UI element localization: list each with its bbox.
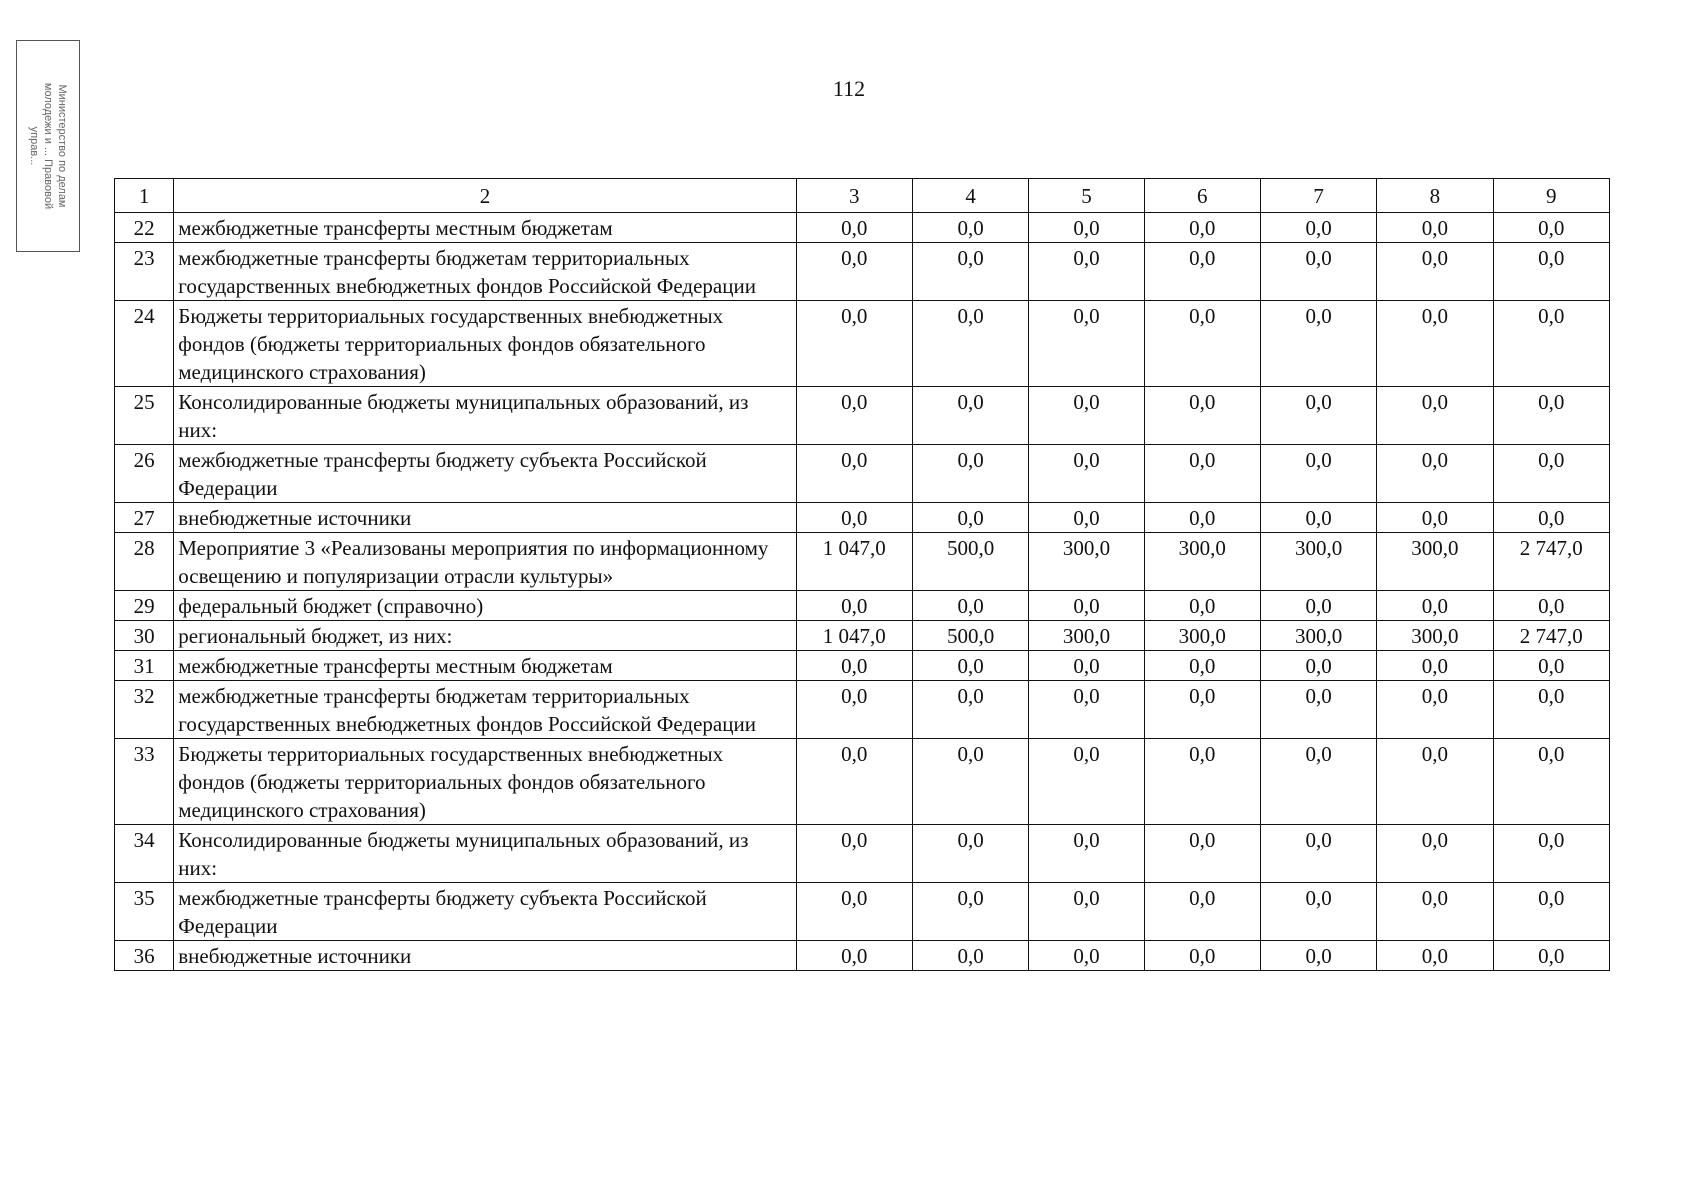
table-header-row: [115, 179, 1610, 213]
value-cell: 0,0: [796, 651, 912, 681]
column-header: 6: [1144, 179, 1260, 213]
value-cell: 0,0: [912, 591, 1028, 621]
value-cell: 0,0: [1377, 387, 1493, 445]
value-cell: 0,0: [1260, 651, 1376, 681]
value-cell: 300,0: [1144, 533, 1260, 591]
value-cell: 0,0: [1260, 387, 1376, 445]
value-cell: 0,0: [1377, 941, 1493, 971]
value-cell: 0,0: [1377, 503, 1493, 533]
value-cell: 0,0: [912, 825, 1028, 883]
value-cell: 0,0: [912, 883, 1028, 941]
table-row: [115, 533, 1610, 591]
column-header: 1: [115, 179, 174, 213]
value-cell: 0,0: [1377, 301, 1493, 387]
value-cell: 1 047,0: [796, 621, 912, 651]
stamp-line: управ...: [28, 126, 40, 166]
value-cell: 0,0: [1260, 243, 1376, 301]
value-cell: 0,0: [1260, 301, 1376, 387]
row-description: Бюджеты территориальных государственных внебюджетных фондов (бюджеты территориальных фондов обязательного медицинского страхования): [174, 301, 796, 387]
value-cell: 0,0: [1377, 651, 1493, 681]
row-number: 23: [115, 243, 174, 301]
value-cell: 0,0: [1144, 739, 1260, 825]
budget-table: [114, 178, 1610, 971]
value-cell: 0,0: [1029, 213, 1144, 243]
row-number: 27: [115, 503, 174, 533]
value-cell: 0,0: [1377, 825, 1493, 883]
value-cell: 0,0: [912, 445, 1028, 503]
row-description: Консолидированные бюджеты муниципальных образований, из них:: [174, 387, 796, 445]
value-cell: 0,0: [1493, 883, 1609, 941]
value-cell: 0,0: [912, 681, 1028, 739]
value-cell: 0,0: [1260, 681, 1376, 739]
value-cell: 0,0: [1377, 243, 1493, 301]
value-cell: 0,0: [1493, 681, 1609, 739]
value-cell: 0,0: [1029, 739, 1144, 825]
value-cell: 300,0: [1029, 621, 1144, 651]
row-description: Консолидированные бюджеты муниципальных образований, из них:: [174, 825, 796, 883]
value-cell: 0,0: [796, 503, 912, 533]
value-cell: 0,0: [796, 243, 912, 301]
row-number: 32: [115, 681, 174, 739]
value-cell: 0,0: [1144, 213, 1260, 243]
table-row: [115, 651, 1610, 681]
column-header: 4: [912, 179, 1028, 213]
value-cell: 0,0: [1029, 825, 1144, 883]
value-cell: 0,0: [912, 651, 1028, 681]
table-row: [115, 213, 1610, 243]
value-cell: 0,0: [796, 213, 912, 243]
value-cell: 0,0: [1144, 651, 1260, 681]
column-header: 2: [174, 179, 796, 213]
value-cell: 0,0: [912, 387, 1028, 445]
table-row: [115, 681, 1610, 739]
value-cell: 0,0: [1029, 387, 1144, 445]
value-cell: 0,0: [1493, 387, 1609, 445]
value-cell: 0,0: [796, 941, 912, 971]
value-cell: 0,0: [1493, 825, 1609, 883]
value-cell: 500,0: [912, 533, 1028, 591]
registration-stamp: [16, 40, 80, 252]
table-row: [115, 941, 1610, 971]
row-number: 24: [115, 301, 174, 387]
column-header: 5: [1029, 179, 1144, 213]
value-cell: 0,0: [912, 213, 1028, 243]
value-cell: 0,0: [796, 591, 912, 621]
row-number: 29: [115, 591, 174, 621]
value-cell: 500,0: [912, 621, 1028, 651]
value-cell: 0,0: [1377, 739, 1493, 825]
stamp-line: молодежи и ... Правовой: [42, 82, 54, 210]
value-cell: 0,0: [912, 941, 1028, 971]
value-cell: 0,0: [796, 387, 912, 445]
row-description: внебюджетные источники: [174, 941, 796, 971]
value-cell: 0,0: [1377, 213, 1493, 243]
value-cell: 0,0: [1377, 883, 1493, 941]
value-cell: 300,0: [1260, 621, 1376, 651]
column-header: 9: [1493, 179, 1609, 213]
column-header: 7: [1260, 179, 1376, 213]
value-cell: 300,0: [1377, 533, 1493, 591]
row-description: региональный бюджет, из них:: [174, 621, 796, 651]
value-cell: 300,0: [1029, 533, 1144, 591]
value-cell: 0,0: [912, 243, 1028, 301]
value-cell: 0,0: [1260, 883, 1376, 941]
value-cell: 0,0: [912, 301, 1028, 387]
table-row: [115, 591, 1610, 621]
value-cell: 300,0: [1260, 533, 1376, 591]
row-number: 36: [115, 941, 174, 971]
value-cell: 300,0: [1377, 621, 1493, 651]
value-cell: 0,0: [1260, 941, 1376, 971]
value-cell: 0,0: [796, 825, 912, 883]
value-cell: 0,0: [1260, 445, 1376, 503]
row-number: 22: [115, 213, 174, 243]
value-cell: 0,0: [1144, 941, 1260, 971]
value-cell: 0,0: [912, 503, 1028, 533]
row-description: Бюджеты территориальных государственных внебюджетных фондов (бюджеты территориальных фондов обязательного медицинского страхования): [174, 739, 796, 825]
column-header: 3: [796, 179, 912, 213]
value-cell: 0,0: [1144, 503, 1260, 533]
value-cell: 0,0: [1493, 213, 1609, 243]
row-number: 35: [115, 883, 174, 941]
value-cell: 0,0: [1260, 503, 1376, 533]
table-row: [115, 243, 1610, 301]
row-number: 26: [115, 445, 174, 503]
value-cell: 0,0: [1144, 243, 1260, 301]
value-cell: 0,0: [912, 739, 1028, 825]
value-cell: 0,0: [1493, 445, 1609, 503]
value-cell: 0,0: [1029, 503, 1144, 533]
value-cell: 0,0: [1260, 825, 1376, 883]
value-cell: 0,0: [1144, 591, 1260, 621]
table-row: [115, 503, 1610, 533]
row-number: 33: [115, 739, 174, 825]
table-row: [115, 445, 1610, 503]
value-cell: 0,0: [1144, 825, 1260, 883]
row-description: федеральный бюджет (справочно): [174, 591, 796, 621]
value-cell: 0,0: [1029, 301, 1144, 387]
value-cell: 0,0: [1493, 941, 1609, 971]
value-cell: 300,0: [1144, 621, 1260, 651]
value-cell: 2 747,0: [1493, 621, 1609, 651]
value-cell: 0,0: [1029, 941, 1144, 971]
page-number: 112: [832, 76, 866, 101]
column-header: 8: [1377, 179, 1493, 213]
value-cell: 0,0: [1493, 651, 1609, 681]
row-description: межбюджетные трансферты бюджету субъекта Российской Федерации: [174, 883, 796, 941]
value-cell: 2 747,0: [1493, 533, 1609, 591]
value-cell: 0,0: [1377, 591, 1493, 621]
value-cell: 0,0: [1144, 883, 1260, 941]
row-description: межбюджетные трансферты местным бюджетам: [174, 213, 796, 243]
row-description: межбюджетные трансферты бюджетам территориальных государственных внебюджетных фондов Российской Федерации: [174, 243, 796, 301]
value-cell: 0,0: [1493, 503, 1609, 533]
row-number: 34: [115, 825, 174, 883]
value-cell: 0,0: [1029, 445, 1144, 503]
row-description: межбюджетные трансферты бюджету субъекта Российской Федерации: [174, 445, 796, 503]
value-cell: 0,0: [1493, 301, 1609, 387]
value-cell: 0,0: [1029, 651, 1144, 681]
row-description: межбюджетные трансферты местным бюджетам: [174, 651, 796, 681]
value-cell: 0,0: [1493, 739, 1609, 825]
table-row: [115, 825, 1610, 883]
value-cell: 0,0: [1029, 243, 1144, 301]
value-cell: 0,0: [1029, 681, 1144, 739]
value-cell: 0,0: [796, 883, 912, 941]
value-cell: 0,0: [1260, 213, 1376, 243]
value-cell: 0,0: [1144, 445, 1260, 503]
table-row: [115, 301, 1610, 387]
stamp-line: Министерство по делам: [56, 84, 68, 208]
value-cell: 1 047,0: [796, 533, 912, 591]
row-description: внебюджетные источники: [174, 503, 796, 533]
row-description: Мероприятие 3 «Реализованы мероприятия по информационному освещению и популяризации отрасли культуры»: [174, 533, 796, 591]
value-cell: 0,0: [796, 301, 912, 387]
value-cell: 0,0: [1144, 681, 1260, 739]
value-cell: 0,0: [796, 445, 912, 503]
table-row: [115, 883, 1610, 941]
value-cell: 0,0: [1144, 301, 1260, 387]
row-number: 28: [115, 533, 174, 591]
value-cell: 0,0: [1144, 387, 1260, 445]
row-description: межбюджетные трансферты бюджетам территориальных государственных внебюджетных фондов Российской Федерации: [174, 681, 796, 739]
table-body: [115, 213, 1610, 971]
value-cell: 0,0: [1493, 591, 1609, 621]
value-cell: 0,0: [1029, 591, 1144, 621]
table-row: [115, 621, 1610, 651]
table-row: [115, 739, 1610, 825]
value-cell: 0,0: [796, 739, 912, 825]
row-number: 30: [115, 621, 174, 651]
value-cell: 0,0: [1260, 739, 1376, 825]
value-cell: 0,0: [1260, 591, 1376, 621]
value-cell: 0,0: [1493, 243, 1609, 301]
value-cell: 0,0: [1029, 883, 1144, 941]
value-cell: 0,0: [796, 681, 912, 739]
value-cell: 0,0: [1377, 681, 1493, 739]
row-number: 25: [115, 387, 174, 445]
row-number: 31: [115, 651, 174, 681]
table-row: [115, 387, 1610, 445]
value-cell: 0,0: [1377, 445, 1493, 503]
